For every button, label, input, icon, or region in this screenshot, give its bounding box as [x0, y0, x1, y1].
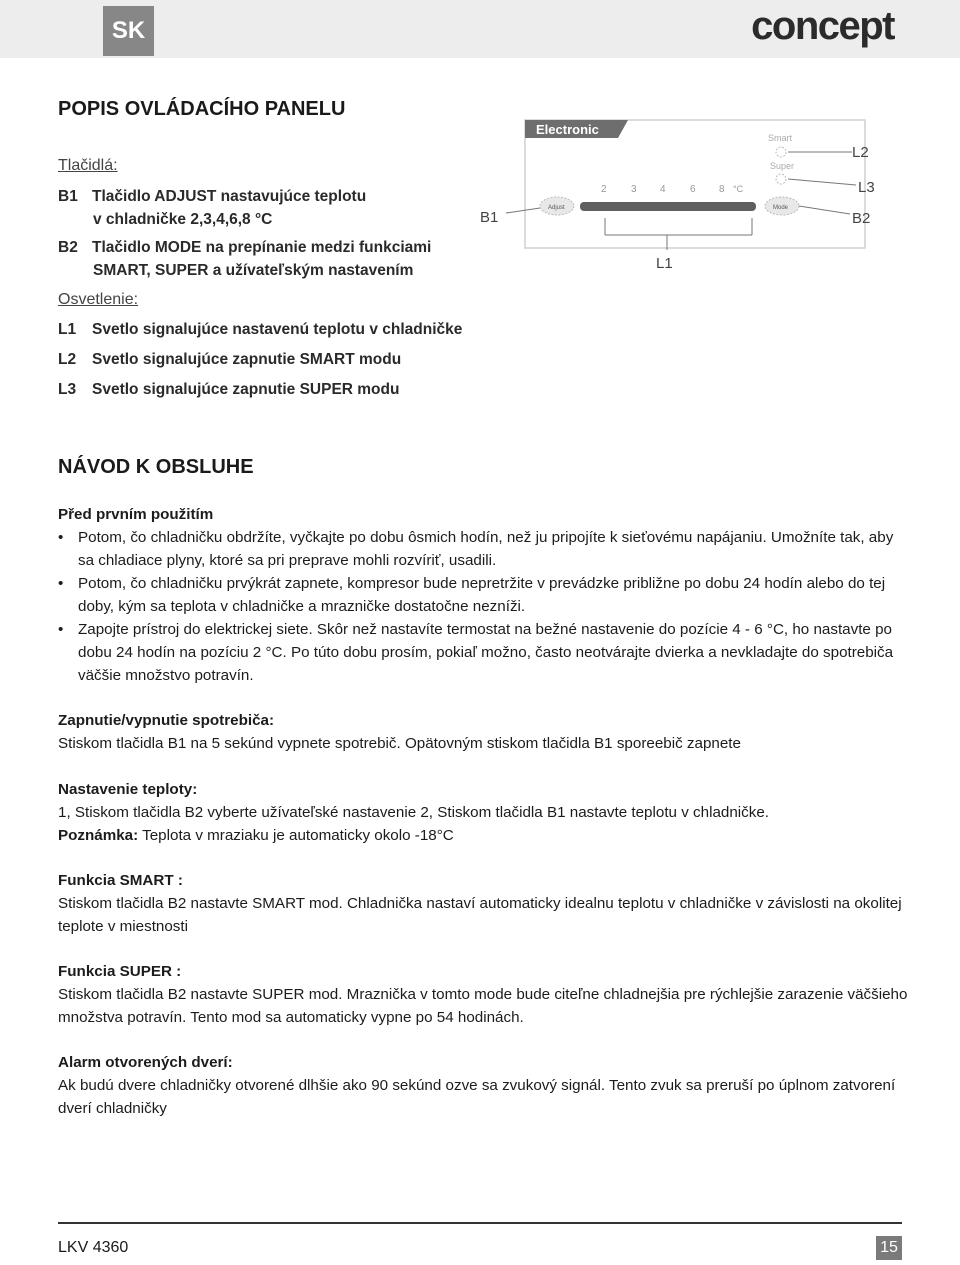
scale-label: 4	[660, 184, 666, 195]
panel-title: Electronic	[536, 122, 599, 137]
footer-divider	[58, 1222, 902, 1224]
power-text: Stiskom tlačidla B1 na 5 sekúnd vypnete spotrebič. Opätovným stiskom tlačidla B1 sporeebič zapnete	[58, 735, 741, 752]
button-code: B2	[58, 239, 78, 256]
button-b1-description	[58, 185, 366, 231]
light-code: L2	[58, 351, 77, 368]
temperature-light-bar	[580, 202, 756, 211]
light-text: Svetlo signalujúce nastavenú teplotu v chladničke	[92, 321, 463, 338]
temperature-heading: Nastavenie teploty:	[58, 781, 198, 798]
alarm-text: Ak budú dvere chladničky otvorené dlhšie ako 90 sekúnd ozve sa zvukový signál. Tento zvuk sa preruší po úplnom zatvorení dverí chladničky	[58, 1077, 896, 1117]
mode-button-label: Mode	[773, 205, 789, 211]
adjust-button-label: Adjust	[548, 205, 565, 211]
light-l3-description	[58, 378, 399, 401]
light-text: Svetlo signalujúce zapnutie SMART modu	[92, 351, 402, 368]
heading-text: Před prvním použitím	[58, 506, 214, 523]
scale-label: 6	[690, 184, 696, 195]
light-l2-description	[58, 348, 401, 371]
before-first-use-list	[58, 526, 908, 687]
super-label: Super	[770, 161, 795, 171]
smart-label: Smart	[768, 133, 793, 143]
l3-callout: L3	[858, 179, 875, 196]
scale-label: 3	[631, 184, 637, 195]
instructions-title: NÁVOD K OBSLUHE	[58, 456, 254, 478]
model-number: LKV 4360	[58, 1239, 129, 1256]
light-code: L1	[58, 321, 77, 338]
alarm-heading: Alarm otvorených dverí:	[58, 1054, 233, 1071]
smart-text: Stiskom tlačidla B2 nastavte SMART mod. Chladnička nastaví automaticky idealnu teplotu v chladničke v závislosti na okolitej teplote v miestnosti	[58, 895, 902, 935]
temperature-text: 1, Stiskom tlačidla B2 vyberte užívateľské nastavenie 2, Stiskom tlačidla B1 nastavte teplotu v chladničke.	[58, 804, 770, 821]
list-item: • Zapojte prístroj do elektrickej siete. Skôr než nastavíte termostat na bežné nastavenie do pozície 4 - 6 °C, ho nastavte po dobu 24 hodín na pozíciu 2 °C. Po túto dobu prosím, pokiaľ možno, často neotvárajte dvierka a nevkladajte do spotrebiča väčšie množstvo potravín.	[58, 618, 908, 687]
scale-unit: °C	[733, 184, 744, 194]
panel-section-title: POPIS OVLÁDACÍHO PANELU	[58, 98, 346, 120]
power-heading: Zapnutie/vypnutie spotrebiča:	[58, 712, 275, 729]
control-panel-diagram	[470, 110, 890, 280]
alarm-section	[58, 1051, 908, 1120]
temperature-section	[58, 778, 908, 847]
button-code: B1	[58, 188, 78, 205]
scale-label: 8	[719, 184, 725, 195]
brand-logo: concept	[751, 4, 894, 48]
language-badge: SK	[103, 6, 154, 56]
button-text-continued: SMART, SUPER a užívateľským nastavením	[93, 262, 414, 279]
l2-callout: L2	[852, 144, 869, 161]
button-b2-description	[58, 236, 431, 282]
note-label: Poznámka:	[58, 827, 139, 844]
list-item: • Potom, čo chladničku prvýkrát zapnete, kompresor bude nepretržite v prevádzke približne po dobu 24 hodín alebo do tej doby, kým sa teplota v chladničke a mrazničke dostatočne nezníži.	[58, 572, 908, 618]
before-first-use-heading	[58, 503, 908, 526]
page-number: 15	[876, 1236, 902, 1260]
smart-heading: Funkcia SMART :	[58, 872, 183, 889]
power-section	[58, 709, 908, 755]
scale-label: 2	[601, 184, 607, 195]
light-l1-description	[58, 318, 462, 341]
button-text-continued: v chladničke 2,3,4,6,8 °C	[93, 211, 273, 228]
l1-callout: L1	[656, 255, 673, 272]
b2-callout: B2	[852, 210, 871, 227]
light-code: L3	[58, 381, 77, 398]
list-item: • Potom, čo chladničku obdržíte, vyčkajte po dobu ôsmich hodín, než ju pripojíte k sieťovému napájaniu. Umožníte tak, aby sa chladiace plyny, ktoré sa pri preprave mohli rozvíriť, usadili.	[58, 526, 908, 572]
smart-section	[58, 869, 908, 938]
note-text: Teplota v mraziaku je automaticky okolo -18°C	[138, 827, 454, 844]
b1-callout: B1	[480, 209, 499, 226]
lights-label: Osvetlenie:	[58, 291, 139, 308]
light-text: Svetlo signalujúce zapnutie SUPER modu	[92, 381, 400, 398]
super-section	[58, 960, 908, 1029]
super-heading: Funkcia SUPER :	[58, 963, 182, 980]
button-text: Tlačidlo MODE na prepínanie medzi funkciami	[92, 239, 432, 256]
button-text: Tlačidlo ADJUST nastavujúce teplotu	[92, 188, 367, 205]
super-text: Stiskom tlačidla B2 nastavte SUPER mod. Mraznička v tomto mode bude citeľne chladnejšia pre rýchlejšie zarazenie väčšieho množstva potravín. Tento mod sa automaticky vypne po 54 hodinách.	[58, 986, 908, 1026]
buttons-label: Tlačidlá:	[58, 157, 118, 174]
